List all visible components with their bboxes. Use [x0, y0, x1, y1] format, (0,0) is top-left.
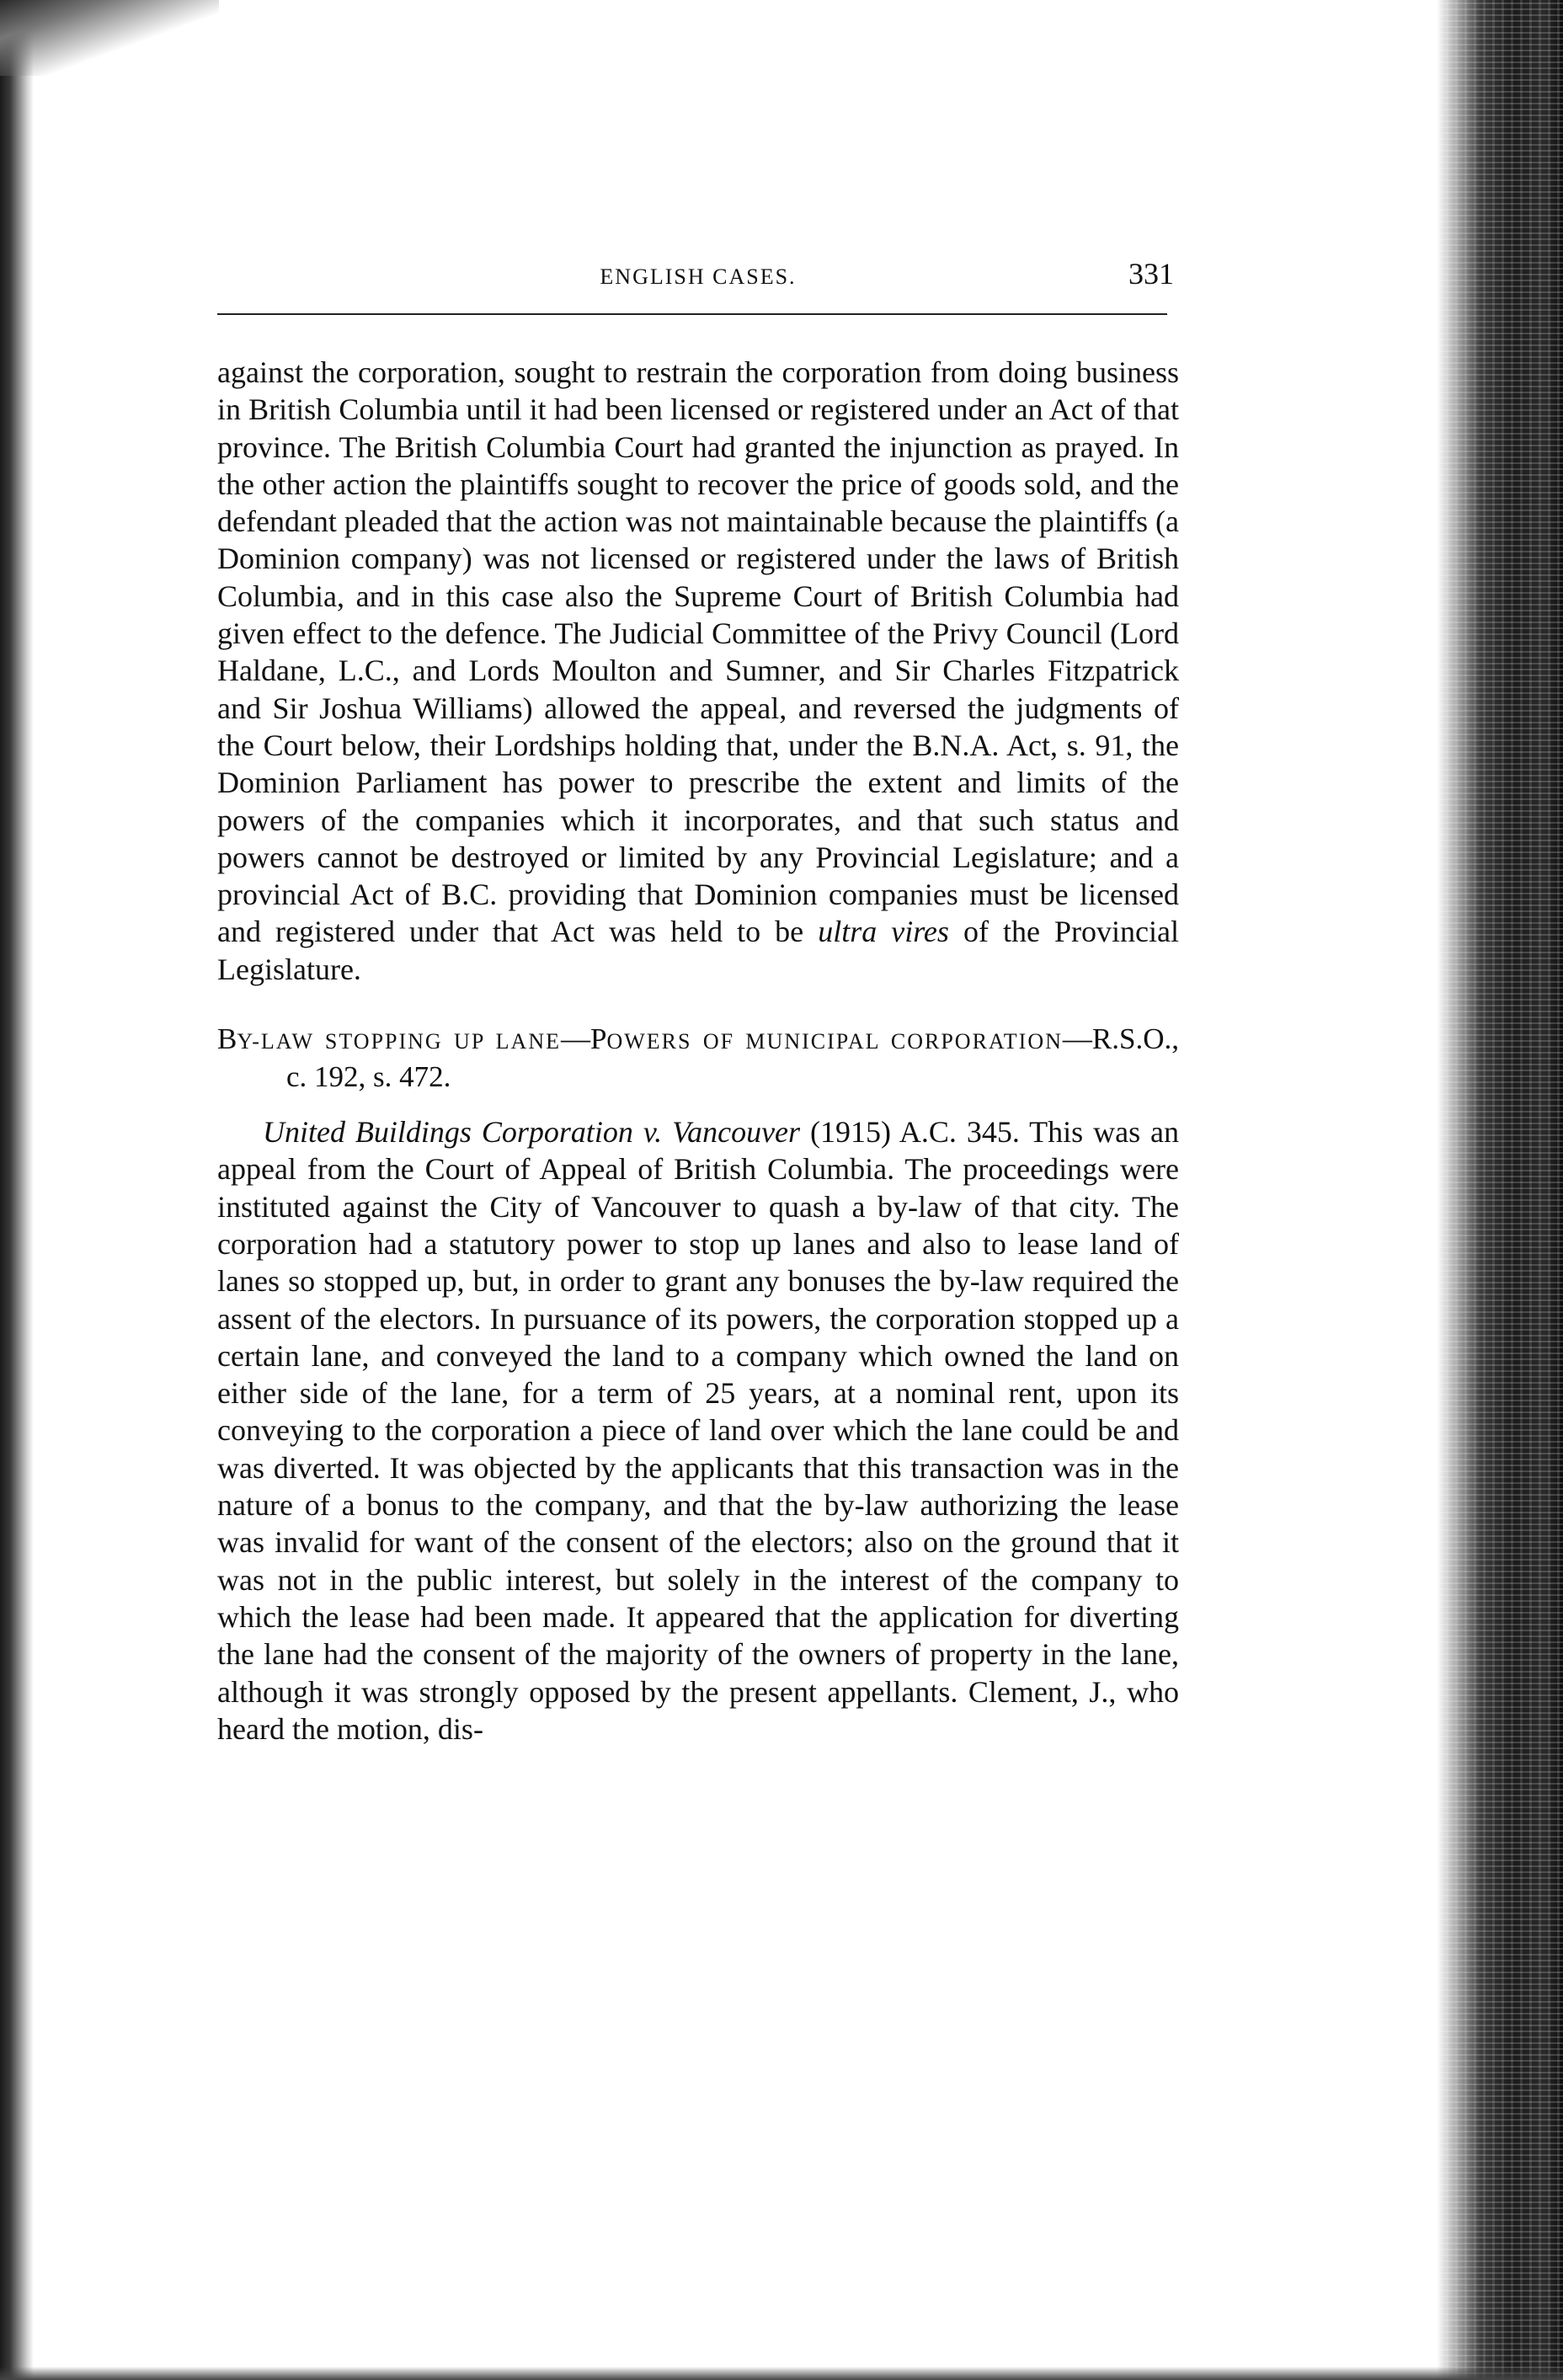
scan-smudge: [0, 0, 219, 76]
body-paragraph-2: [217, 1113, 1179, 1748]
heading-part-1: Y-LAW STOPPING UP LANE: [237, 1029, 561, 1054]
scan-left-edge: [0, 0, 34, 2380]
running-title: ENGLISH CASES.: [600, 264, 797, 289]
heading-dash-2: —: [1062, 1022, 1092, 1056]
scan-bottom-edge: [0, 2367, 1563, 2380]
paragraph-1-text: against the corporation, sought to restrain the corporation from doing business in British Columbia until it had been licensed or registered under an Act of that province. The British Columbia Court had granted the injunction as prayed. In the other action the plaintiffs sought to recover the price of goods sold, and the defendant pleaded that the action was not maintainable because the plaintiffs (a Dominion company) was not licensed or registered under the laws of British Columbia, and in this case also the Supreme Court of British Columbia had given effect to the defence. The Judicial Committee of the Privy Council (Lord Haldane, L.C., and Lords Moulton and Sumner, and Sir Charles Fitzpatrick and Sir Joshua Williams) allowed the appeal, and reversed the judgments of the Court below, their Lordships holding that, under the B.N.A. Act, s. 91, the Dominion Parliament has power to prescribe the extent and limits of the powers of the companies which it incorporates, and that such status and powers cannot be destroyed or limited by any Provincial Legislature; and a provincial Act of B.C. providing that Dominion companies must be licensed and registered under that Act was held to be: [217, 355, 1179, 949]
ultra-vires-phrase: ultra vires: [818, 915, 949, 949]
heading-citation: R.S.O., c. 192, s. 472.: [286, 1022, 1179, 1094]
paragraph-2-text: This was an appeal from the Court of Appeal of British Columbia. The proceedings were instituted against the City of Vancouver to quash a by-law of that city. The corporation had a statutory power to stop up lanes and also to lease land of lanes so stopped up, but, in order to grant any bonuses the by-law required the assent of the electors. In pursuance of its powers, the corporation stopped up a certain lane, and conveyed the land to a company which owned the land on either side of the lane, for a term of 25 years, at a nominal rent, upon its conveying to the corporation a piece of land over which the lane could be and was diverted. It was objected by the applicants that this transaction was in the nature of a bonus to the company, and that the by-law authorizing the lease was invalid for want of the consent of the electors; also on the ground that it was not in the public interest, but solely in the interest of the company to which the lease had been made. It appeared that the application for diverting the lane had the consent of the majority of the owners of property in the lane, although it was strongly opposed by the present appellants. Clement, J., who heard the motion, dis-: [217, 1115, 1179, 1746]
heading-initial-2: P: [590, 1022, 607, 1056]
header-rule: [217, 313, 1167, 315]
book-page: [217, 253, 1179, 1748]
scan-binding-edge: [1437, 0, 1563, 2380]
heading-dash-1: —: [561, 1022, 590, 1056]
heading-initial-1: B: [217, 1022, 237, 1056]
running-head: [217, 253, 1179, 293]
heading-part-2: OWERS OF MUNICIPAL CORPORATION: [606, 1029, 1063, 1054]
paragraph-1-ending: of the Provincial Legislature.: [217, 915, 1180, 986]
body-paragraph-1: [217, 354, 1179, 988]
page-number: 331: [1128, 257, 1174, 291]
section-heading: [217, 1022, 1179, 1095]
case-citation: (1915) A.C. 345.: [800, 1115, 1020, 1150]
case-name: United Buildings Corporation v. Vancouver: [263, 1115, 801, 1150]
